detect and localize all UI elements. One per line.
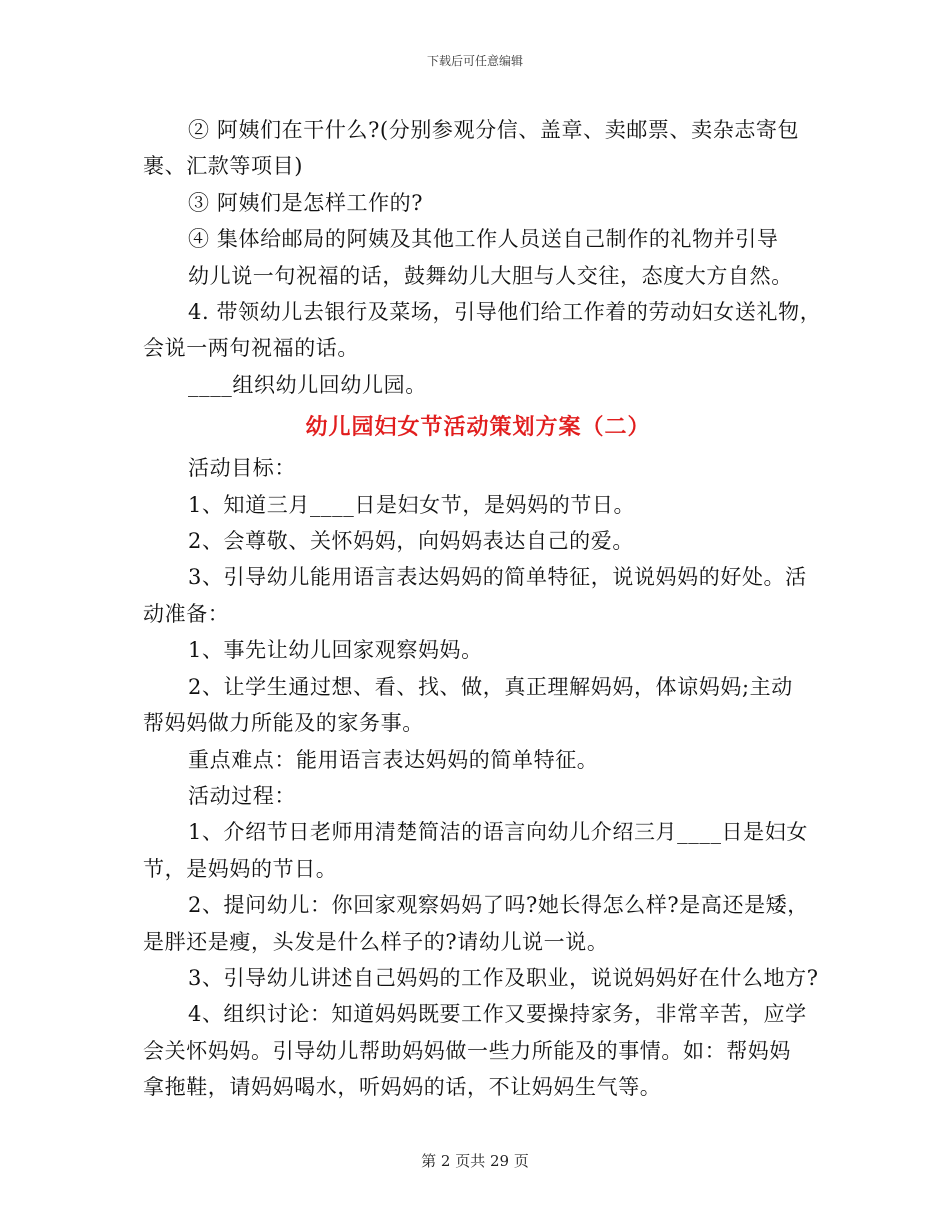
page-header: 下载后可任意编辑 bbox=[426, 54, 523, 68]
paragraph-line: 4. 带领幼儿去银行及菜场，引导他们给工作着的劳动妇女送礼物， bbox=[188, 300, 822, 325]
paragraph-line: 会说一两句祝福的话。 bbox=[143, 336, 359, 361]
list-item: 3、引导幼儿能用语言表达妈妈的简单特征，说说妈妈的好处。活 bbox=[188, 565, 807, 590]
paragraph-line: ④ 集体给邮局的阿姨及其他工作人员送自己制作的礼物并引导 bbox=[188, 227, 779, 252]
list-item: 2、会尊敬、关怀妈妈，向妈妈表达自己的爱。 bbox=[188, 529, 634, 554]
document-body bbox=[143, 112, 822, 1106]
paragraph-line: 拿拖鞋，请妈妈喝水，听妈妈的话，不让妈妈生气等。 bbox=[143, 1075, 662, 1100]
paragraph-line: 是胖还是瘦，头发是什么样子的?请幼儿说一说。 bbox=[143, 929, 609, 954]
list-item: 3、引导幼儿讲述自己妈妈的工作及职业，说说妈妈好在什么地方? bbox=[188, 965, 819, 990]
list-item: 1、事先让幼儿回家观察妈妈。 bbox=[188, 638, 483, 663]
paragraph-line: 动准备： bbox=[143, 601, 230, 626]
list-item: 2、让学生通过想、看、找、做，真正理解妈妈，体谅妈妈;主动 bbox=[188, 674, 793, 699]
list-item: 4、组织讨论：知道妈妈既要工作又要操持家务，非常辛苦，应学 bbox=[188, 1002, 807, 1027]
paragraph-line: 会关怀妈妈。引导幼儿帮助妈妈做一些力所能及的事情。如：帮妈妈 bbox=[143, 1038, 791, 1063]
paragraph-line: 幼儿说一句祝福的话，鼓舞幼儿大胆与人交往，态度大方自然。 bbox=[188, 263, 793, 288]
section-heading: 重点难点：能用语言表达妈妈的简单特征。 bbox=[188, 747, 599, 772]
paragraph-line: 节，是妈妈的节日。 bbox=[143, 856, 338, 881]
paragraph-line: ② 阿姨们在干什么?(分别参观分信、盖章、卖邮票、卖杂志寄包 bbox=[188, 118, 800, 142]
list-item: 1、知道三月____日是妇女节，是妈妈的节日。 bbox=[188, 492, 636, 517]
paragraph-line: ③ 阿姨们是怎样工作的? bbox=[188, 190, 424, 215]
section-heading: 活动过程： bbox=[188, 783, 296, 808]
list-item: 2、提问幼儿：你回家观察妈妈了吗?她长得怎么样?是高还是矮， bbox=[188, 893, 809, 918]
paragraph-line: 帮妈妈做力所能及的家务事。 bbox=[143, 711, 424, 736]
paragraph-line: ____组织幼儿回幼儿园。 bbox=[188, 372, 427, 397]
list-item: 1、介绍节日老师用清楚简洁的语言向幼儿介绍三月____日是妇女 bbox=[188, 820, 808, 845]
paragraph-line: 裹、汇款等项目) bbox=[143, 154, 303, 179]
section-heading: 活动目标： bbox=[188, 456, 296, 481]
section-title: 幼儿园妇女节活动策划方案（二） bbox=[305, 415, 651, 441]
page-number: 第 2 页共 29 页 bbox=[421, 1152, 529, 1170]
